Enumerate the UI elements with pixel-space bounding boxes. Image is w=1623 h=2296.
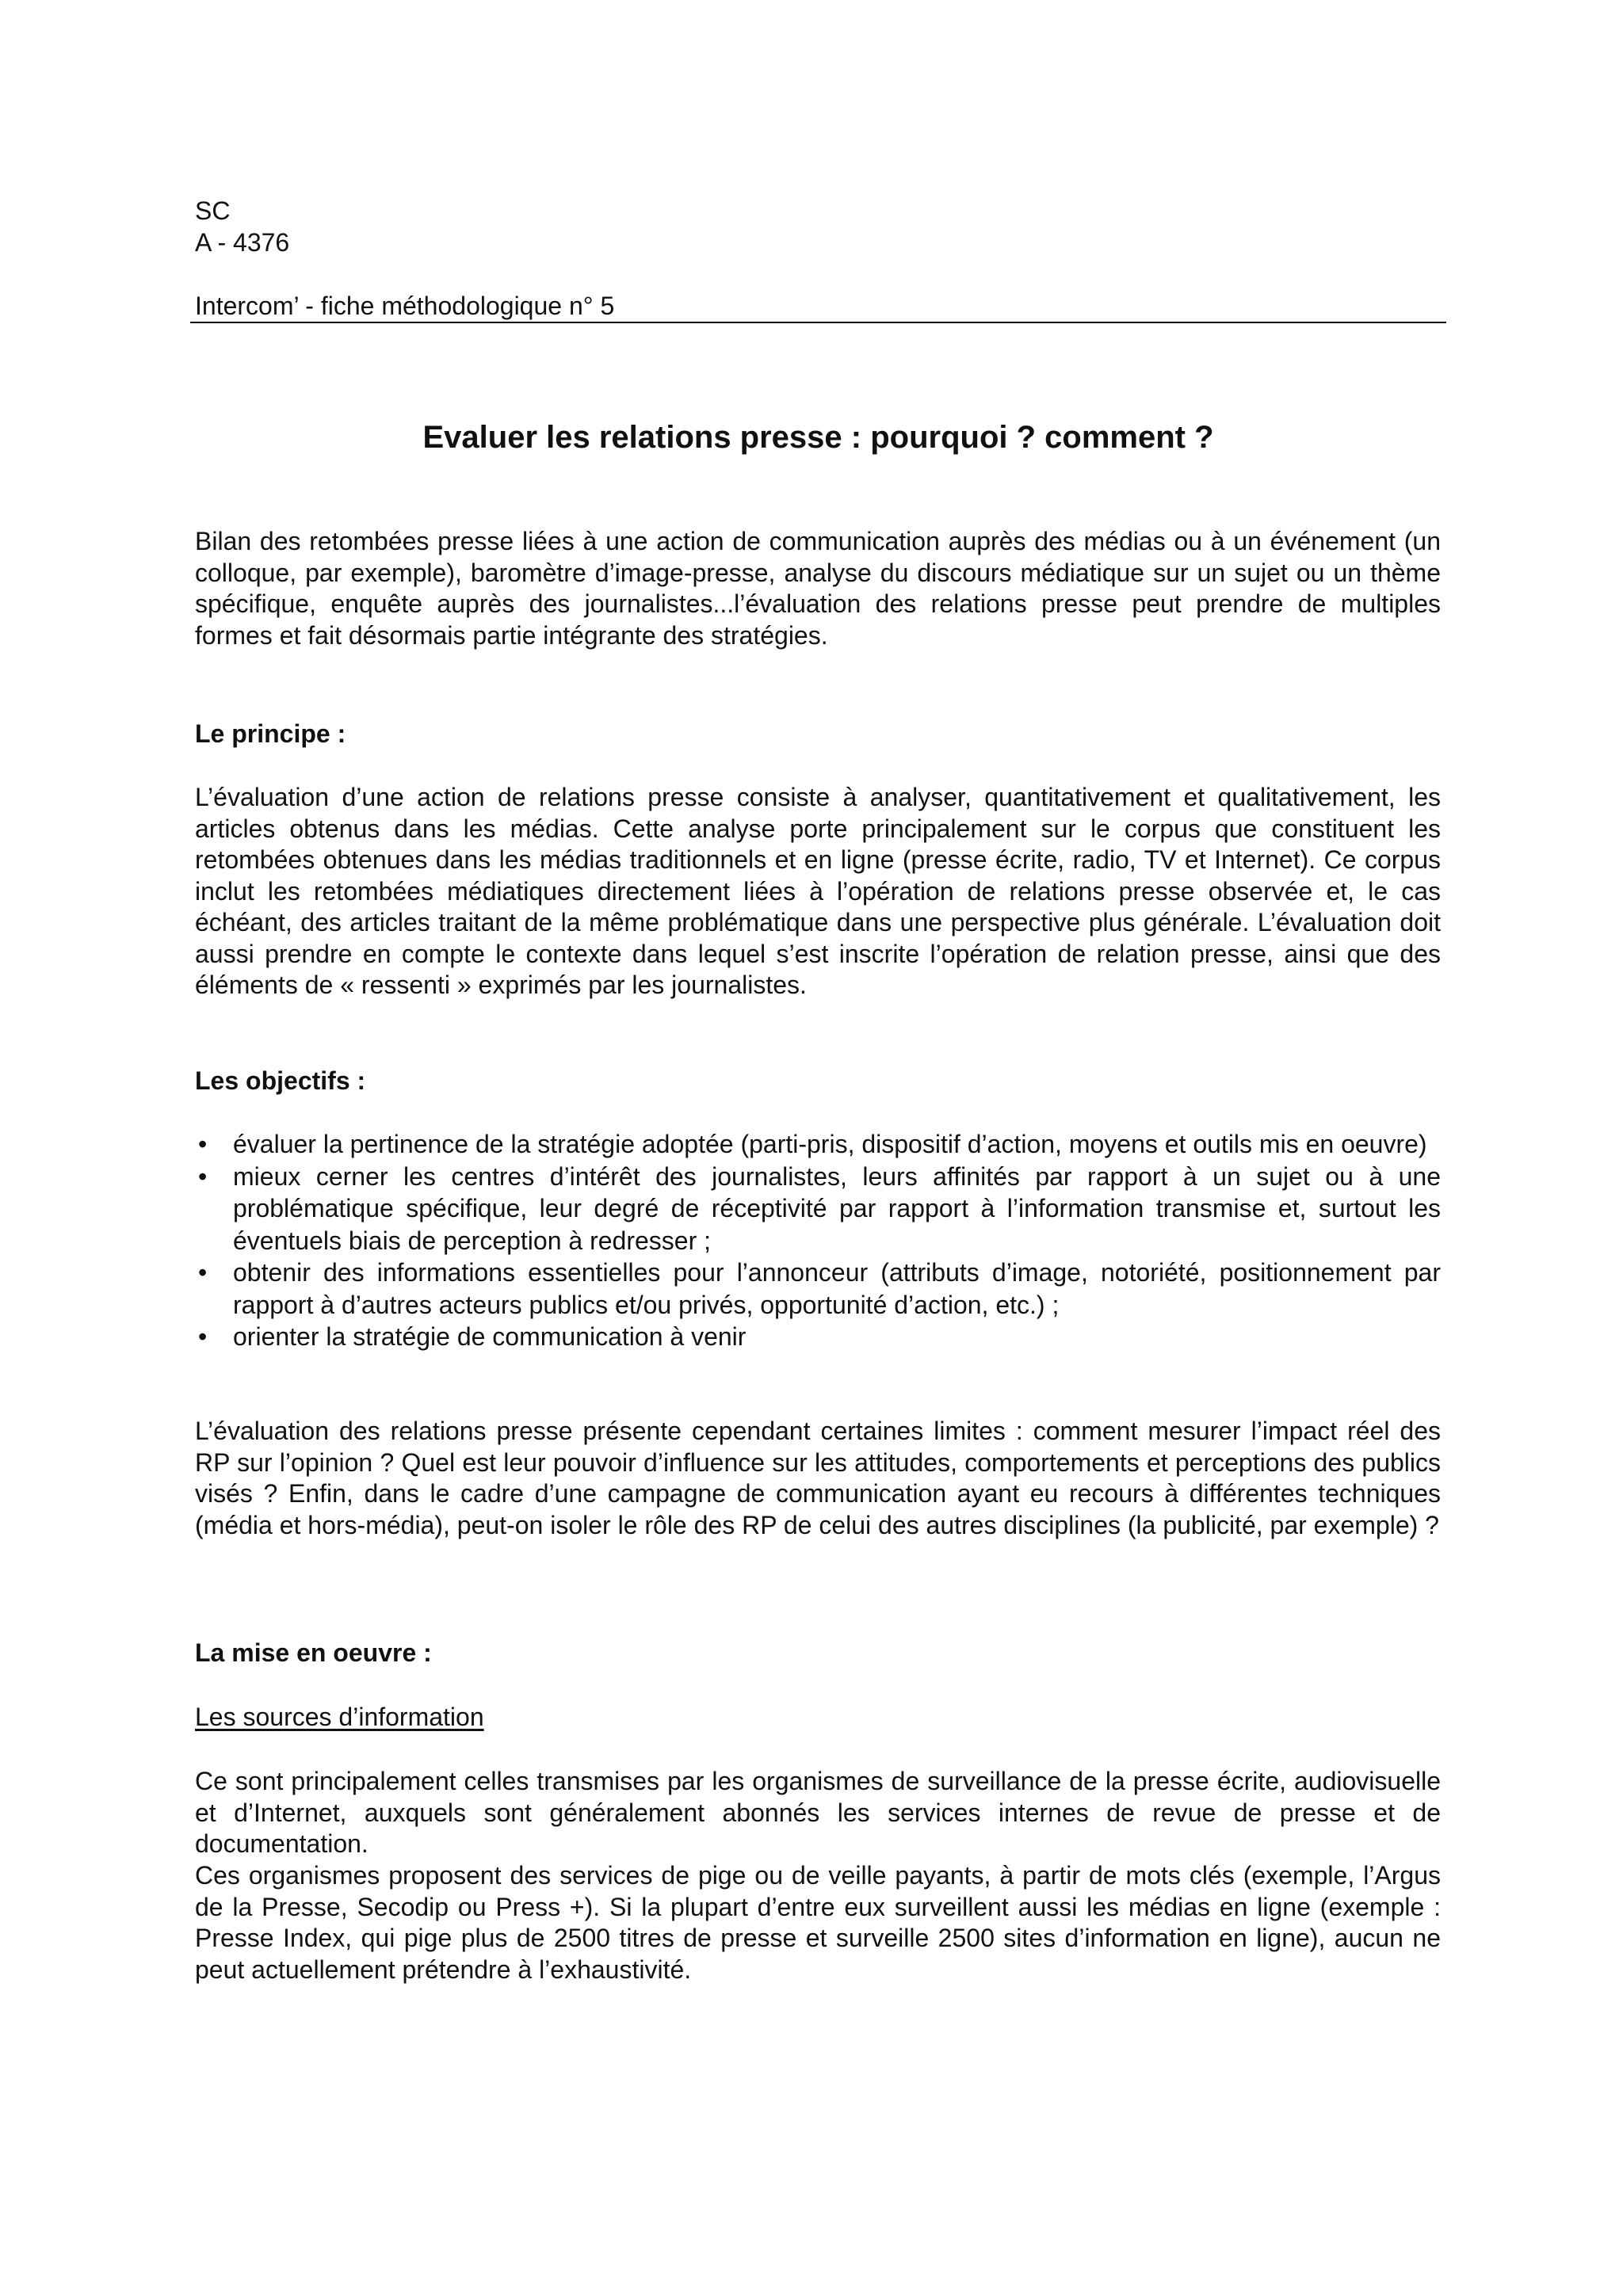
header-code: SC [195, 196, 231, 225]
objectifs-heading: Les objectifs : [195, 1066, 366, 1095]
list-item-text: évaluer la pertinence de la stratégie adoptée (parti-pris, dispositif d’action, moyens et outils mis en oeuvre) [233, 1130, 1427, 1158]
list-item [195, 1128, 1441, 1161]
list-item [195, 1161, 1441, 1257]
list-item-text: obtenir des informations essentielles pour l’annonceur (attributs d’image, notoriété, positionnement par rapport à d’autres acteurs publics et/ou privés, opportunité d’action, etc.) ; [233, 1258, 1441, 1319]
bullet-icon: • [198, 1322, 208, 1351]
list-item-text: orienter la stratégie de communication à venir [233, 1322, 747, 1351]
bullet-icon: • [198, 1161, 208, 1191]
list-item [195, 1321, 1441, 1353]
mise-en-oeuvre-heading: La mise en oeuvre : [195, 1638, 432, 1667]
intro-paragraph: Bilan des retombées presse liées à une action de communication auprès des médias ou à un événement (un colloque, par exemple), baromètre d’image-presse, analyse du discours médiatique sur un sujet ou un thème spécifique, enquête auprès des journalistes...l’évaluation des relations presse peut prendre de multiples formes et fait désormais partie intégrante des stratégies. [195, 527, 1441, 650]
header-rule [190, 322, 1446, 323]
bullet-icon: • [198, 1258, 208, 1287]
sources-subheading: Les sources d’information [195, 1703, 484, 1731]
limites-paragraph: L’évaluation des relations presse présente cependant certaines limites : comment mesurer l’impact réel des RP sur l’opinion ? Quel est leur pouvoir d’influence sur les attitudes, comportements et perceptions des publics visés ? Enfin, dans le cadre d’une campagne de communication ayant eu recours à différentes techniques (média et hors-média), peut-on isoler le rôle des RP de celui des autres disciplines (la publicité, par exemple) ? [195, 1417, 1441, 1539]
bullet-icon: • [198, 1130, 208, 1158]
list-item [195, 1257, 1441, 1321]
header-reference: A - 4376 [195, 228, 290, 257]
principe-paragraph: L’évaluation d’une action de relations presse consiste à analyser, quantitativement et qualitativement, les articles obtenus dans les médias. Cette analyse porte principalement sur le corpus que constituent les retombées obtenues dans les médias traditionnels et en ligne (presse écrite, radio, TV et Internet). Ce corpus inclut les retombées médiatiques directement liées à l’opération de relations presse observée et, le cas échéant, des articles traitant de la même problématique dans une perspective plus générale. L’évaluation doit aussi prendre en compte le contexte dans lequel s’est inscrite l’opération de relation presse, ainsi que des éléments de « ressenti » exprimés par les journalistes. [195, 783, 1441, 999]
principe-heading: Le principe : [195, 719, 346, 748]
objectifs-list [195, 1128, 1441, 1353]
header-series-title: Intercom’ - fiche méthodologique n° 5 [195, 292, 615, 320]
page-title: Evaluer les relations presse : pourquoi ? comment ? [422, 420, 1214, 455]
list-item-text: mieux cerner les centres d’intérêt des journalistes, leurs affinités par rapport à un sujet ou à une problématique spécifique, leur degré de réceptivité par rapport à l’information transmise et, surtout les éventuels biais de perception à redresser ; [233, 1161, 1441, 1255]
sources-paragraph-2: Ces organismes proposent des services de pige ou de veille payants, à partir de mots clés (exemple, l’Argus de la Presse, Secodip ou Press +). Si la plupart d’entre eux surveillent aussi les médias en ligne (exemple : Presse Index, qui pige plus de 2500 titres de presse et surveille 2500 sites d’information en ligne), aucun ne peut actuellement prétendre à l’exhaustivité. [195, 1861, 1441, 1984]
sources-paragraph-1: Ce sont principalement celles transmises par les organismes de surveillance de la presse écrite, audiovisuelle et d’Internet, auxquels sont généralement abonnés les services internes de revue de presse et de documentation. [195, 1767, 1441, 1858]
